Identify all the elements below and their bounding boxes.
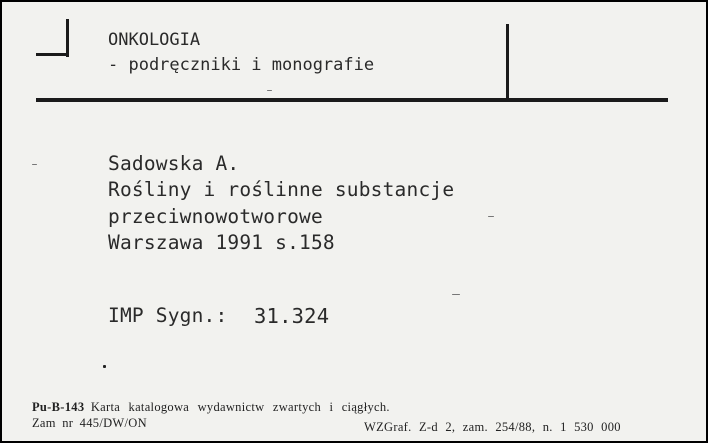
corner-bracket-horizontal [36,53,69,56]
footer-form-code: Pu-B-143 [32,400,85,414]
record-title-line2: przeciwnowotworowe [108,205,323,228]
footer-line1 [32,400,390,415]
footer-form-description: Karta katalogowa wydawnictw zwartych i ciągłych. [90,400,390,414]
signature-label: IMP Sygn.: [108,304,228,327]
paper-speck [32,164,37,165]
paper-speck [488,216,494,217]
header-vertical-rule [506,24,509,100]
footer-printer-info: WZGraf. Z-d 2, zam. 254/88, n. 1 530 000 [364,420,621,434]
ink-dot [103,365,106,368]
paper-speck [267,90,272,91]
record-title-line1: Rośliny i roślinne substancje [108,178,455,201]
catalog-card [2,2,706,441]
signature-value: 31.324 [254,304,330,328]
footer-order-number: Zam nr 445/DW/ON [32,416,147,430]
subject-heading: ONKOLOGIA [108,30,201,50]
record-imprint: Warszawa 1991 s.158 [108,231,335,254]
paper-speck [452,294,460,295]
corner-bracket-vertical [66,19,69,57]
record-author: Sadowska A. [108,152,240,175]
header-divider [36,98,668,102]
subject-subtitle: - podręczniki i monografie [108,55,375,75]
